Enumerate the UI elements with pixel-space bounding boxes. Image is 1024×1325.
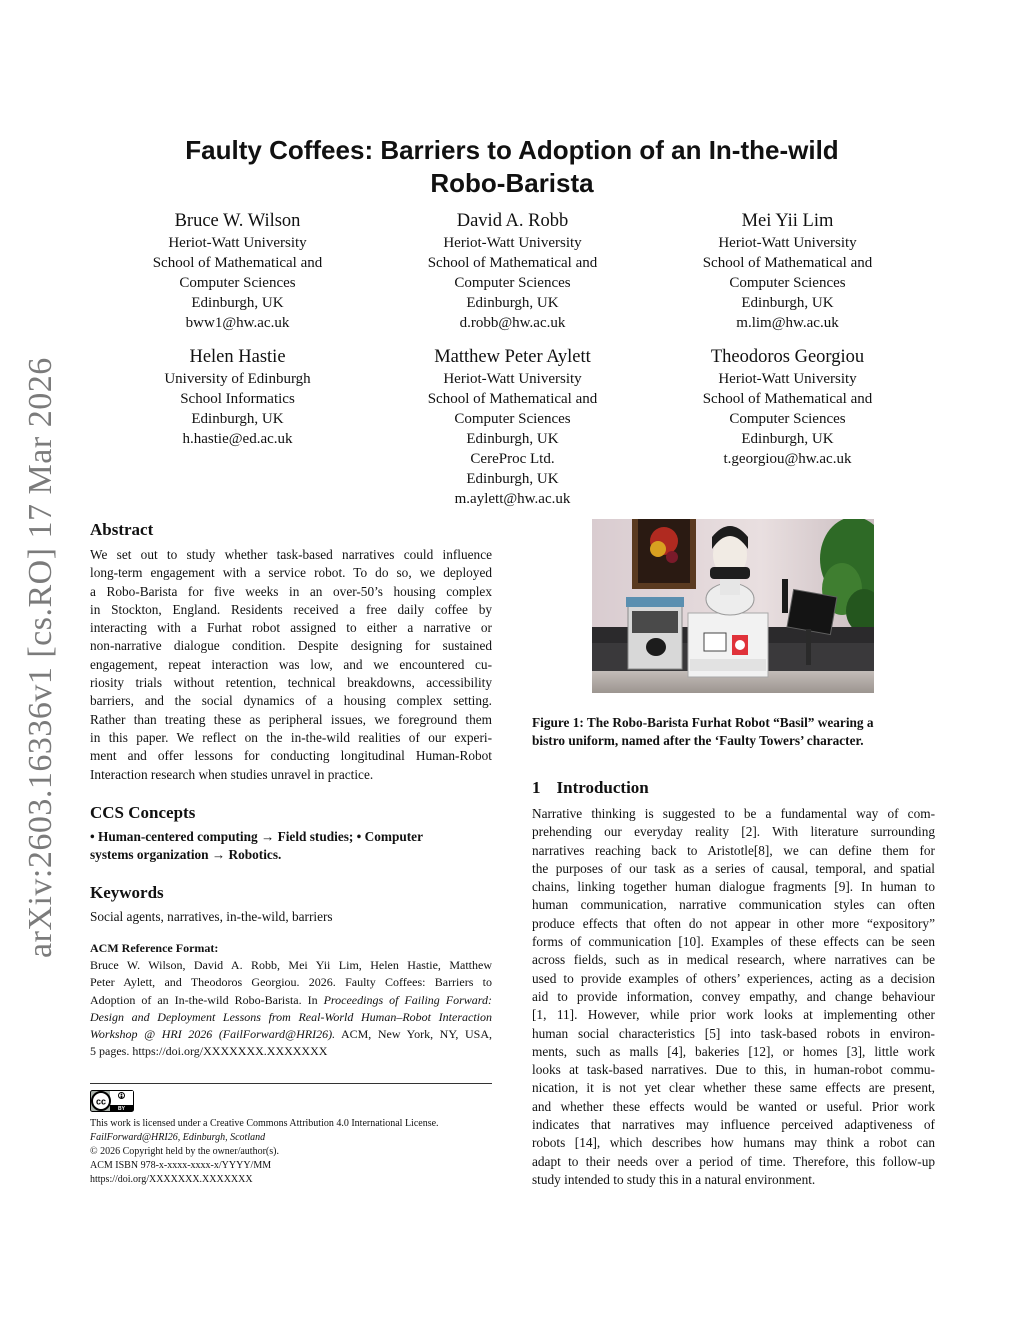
license-block	[90, 1117, 500, 1187]
by-badge-text: BY	[118, 1106, 125, 1112]
author-location: Edinburgh, UK	[191, 411, 284, 427]
abstract-line: barriers, and the social dynamics of a housing complex setting.	[90, 693, 492, 709]
author-location: Edinburgh, UK	[466, 431, 559, 447]
abstract-line: long-term engagement with a service robot. To do so, we deployed	[90, 565, 492, 581]
author-email: t.georgiou@hw.ac.uk	[723, 451, 852, 467]
section-number: 1	[532, 778, 541, 797]
author-affiliation: Computer Sciences	[729, 411, 846, 427]
author-affiliation: CereProc Ltd.	[470, 451, 555, 467]
author-name: Matthew Peter Aylett	[434, 347, 591, 367]
author-block	[375, 345, 650, 509]
abstract-line: a Robo-Barista for five weeks in an over-50’s housing complex	[90, 583, 492, 599]
cc-by-license-icon	[90, 1090, 134, 1112]
section-title: Introduction	[556, 778, 649, 797]
reference-line: Bruce W. Wilson, David A. Robb, Mei Yii Lim, Helen Hastie, Matthew	[90, 958, 492, 972]
intro-line: aid to provide information, convey empathy, and change behaviour	[532, 988, 935, 1004]
author-block	[100, 345, 375, 449]
arxiv-identifier: arXiv:2603.16336v1 [cs.RO] 17 Mar 2026	[22, 357, 59, 958]
reference-line	[90, 992, 492, 1009]
doi-text: https://doi.org/XXXXXXX.XXXXXXX	[90, 1174, 253, 1185]
author-name: Helen Hastie	[189, 347, 286, 367]
intro-line: Narrative thinking is suggested to be a fundamental way of com-	[532, 806, 935, 821]
section-heading-introduction	[532, 778, 649, 798]
intro-line: the purposes of our task as a series of causal, temporal, and spatial	[532, 860, 935, 876]
author-email: m.aylett@hw.ac.uk	[454, 491, 571, 507]
intro-line: used to provide examples of others’ experiences, acting as a decision	[532, 970, 935, 986]
intro-line: prehending our everyday reality [2]. With literature surrounding	[532, 824, 935, 840]
reference-line	[90, 1026, 492, 1043]
abstract-line: Interaction research when studies unravel in practice.	[90, 766, 374, 782]
intro-line: narratives reaching back to Aristotle[8], we can define them for	[532, 842, 935, 858]
isbn-text: ACM ISBN 978-x-xxxx-xxxx-x/YYYY/MM	[90, 1160, 272, 1171]
intro-line: looks at task-based narratives. Due to this, in human-robot commu-	[532, 1062, 935, 1078]
intro-line: nication, it is not yet clear whether these same effects are present,	[532, 1080, 935, 1096]
footer-divider	[90, 1083, 492, 1084]
reference-text: ACM, New York, NY, USA,	[335, 1027, 492, 1042]
author-block	[650, 345, 925, 469]
author-affiliation: Computer Sciences	[729, 275, 846, 291]
keywords-heading: Keywords	[90, 883, 164, 902]
reference-line: Peter Aylett, and Theodoros Georgiou. 2026. Faulty Coffees: Barriers to	[90, 975, 492, 990]
intro-line: study intended to study this in a natural environment.	[532, 1171, 816, 1187]
proceedings-title: Proceedings of Failing Forward:	[323, 992, 493, 1007]
author-affiliation: Heriot-Watt University	[443, 235, 582, 251]
license-text: This work is licensed under a Creative Commons Attribution 4.0 International License.	[90, 1118, 439, 1129]
author-affiliation: School of Mathematical and	[702, 255, 873, 271]
abstract-heading: Abstract	[90, 520, 154, 539]
abstract-line: We set out to study whether task-based narratives could influence	[90, 547, 492, 562]
abstract-line: Rather than treating these as peripheral issues, we foreground them	[90, 711, 492, 727]
copyright-text: © 2026 Copyright held by the owner/author(s).	[90, 1146, 279, 1157]
author-affiliation: Heriot-Watt University	[718, 371, 857, 387]
paper-title	[120, 134, 904, 200]
acm-reference-label: ACM Reference Format:	[90, 941, 219, 955]
author-block	[650, 209, 925, 333]
caption-line: bistro uniform, named after the ‘Faulty Towers’ character.	[532, 733, 864, 748]
author-email: bww1@hw.ac.uk	[185, 315, 290, 331]
author-affiliation: School of Mathematical and	[427, 391, 598, 407]
abstract-line: riosity trials without retention, technical breakdowns, accessibility	[90, 675, 492, 691]
caption-line: Figure 1: The Robo-Barista Furhat Robot “Basil” wearing a	[532, 715, 874, 730]
intro-line: chains, linking together human dialogue fragments [9]. In human to	[532, 879, 935, 895]
author-affiliation: Computer Sciences	[454, 275, 571, 291]
intro-line: [1, 11]. However, while prior work looks at implementing other	[532, 1007, 935, 1023]
keywords-text: Social agents, narratives, in-the-wild, barriers	[90, 909, 333, 924]
intro-line: and whether these effects would be wanted or useful. Prior work	[532, 1098, 935, 1114]
abstract-line: non-narrative dialogue condition. Despite designing for sustained	[90, 638, 492, 654]
reference-line	[90, 1009, 492, 1026]
author-location: Edinburgh, UK	[466, 471, 559, 487]
figure-caption	[532, 714, 935, 750]
author-location: Edinburgh, UK	[191, 295, 284, 311]
abstract-line: interacting with a Furhat robot assigned to either a narrative or	[90, 620, 492, 636]
intro-line: produce effects that often do not appear in other more “expository”	[532, 915, 935, 931]
abstract-body	[90, 546, 492, 784]
reference-line: 5 pages. https://doi.org/XXXXXXX.XXXXXXX	[90, 1044, 328, 1059]
author-affiliation: School of Mathematical and	[152, 255, 323, 271]
abstract-line: in this paper. We reflect on the in-the-wild realities of our experi-	[90, 729, 492, 745]
author-block	[375, 209, 650, 333]
cc-badge-text: cc	[95, 1096, 107, 1107]
acm-reference-body	[90, 957, 492, 1061]
author-block	[100, 209, 375, 333]
intro-line: forms of communication [10]. Examples of these effects can be seen	[532, 934, 935, 950]
author-affiliation: Heriot-Watt University	[443, 371, 582, 387]
abstract-line: ment and offer lessons for conducting longitudinal Human-Robot	[90, 748, 492, 764]
author-name: David A. Robb	[456, 211, 569, 231]
intro-line: human social characteristics [5] into task-based robots in environ-	[532, 1025, 935, 1041]
author-location: Edinburgh, UK	[466, 295, 559, 311]
reference-text: Adoption of an In-the-wild Robo-Barista. In	[90, 992, 324, 1007]
author-name: Theodoros Georgiou	[710, 347, 865, 367]
author-email: m.lim@hw.ac.uk	[736, 315, 839, 331]
ccs-line: systems organization → Robotics.	[90, 847, 282, 862]
intro-line: across fields, such as in medical research, where narratives can be	[532, 952, 935, 968]
author-affiliation: Computer Sciences	[179, 275, 296, 291]
proceedings-title: Design and Deployment Lessons from Real-World Human–Robot Interaction	[90, 1009, 492, 1024]
title-line-2: Robo-Barista	[430, 168, 594, 198]
author-affiliation: School Informatics	[180, 391, 295, 407]
intro-line: ments, such as malls [4], bakeries [12], or homes [3], little work	[532, 1043, 935, 1059]
proceedings-title: Workshop @ HRI 2026 (FailForward@HRI26).	[90, 1027, 336, 1042]
author-affiliation: School of Mathematical and	[702, 391, 873, 407]
author-affiliation: Computer Sciences	[454, 411, 571, 427]
author-name: Mei Yii Lim	[741, 211, 834, 231]
intro-line: robots [14], which describes how humans may think a robot can	[532, 1135, 935, 1151]
author-location: Edinburgh, UK	[741, 431, 834, 447]
abstract-line: in Stockton, England. Residents received a free daily coffee by	[90, 601, 492, 617]
ccs-line: • Human-centered computing → Field studies; • Computer	[90, 829, 423, 844]
introduction-body	[532, 805, 935, 1189]
ccs-heading: CCS Concepts	[90, 803, 196, 822]
intro-line: adapt to their needs over a period of time. Therefore, this follow-up	[532, 1153, 935, 1169]
ccs-body	[90, 828, 492, 864]
author-affiliation: School of Mathematical and	[427, 255, 598, 271]
author-name: Bruce W. Wilson	[174, 211, 301, 231]
title-line-1: Faulty Coffees: Barriers to Adoption of an In-the-wild	[185, 135, 839, 165]
author-email: d.robb@hw.ac.uk	[459, 315, 566, 331]
abstract-line: engagement, repeat interaction was low, and we encountered cu-	[90, 656, 492, 672]
author-affiliation: University of Edinburgh	[164, 371, 311, 387]
author-location: Edinburgh, UK	[741, 295, 834, 311]
intro-line: human communication, narrative communication styles can often	[532, 897, 935, 913]
intro-line: indicates that narratives may influence perceived adaptiveness of	[532, 1117, 935, 1133]
author-affiliation: Heriot-Watt University	[168, 235, 307, 251]
robo-barista-photo	[592, 519, 874, 693]
author-affiliation: Heriot-Watt University	[718, 235, 857, 251]
author-email: h.hastie@ed.ac.uk	[182, 431, 293, 447]
venue-text: FailForward@HRI26, Edinburgh, Scotland	[90, 1132, 266, 1143]
